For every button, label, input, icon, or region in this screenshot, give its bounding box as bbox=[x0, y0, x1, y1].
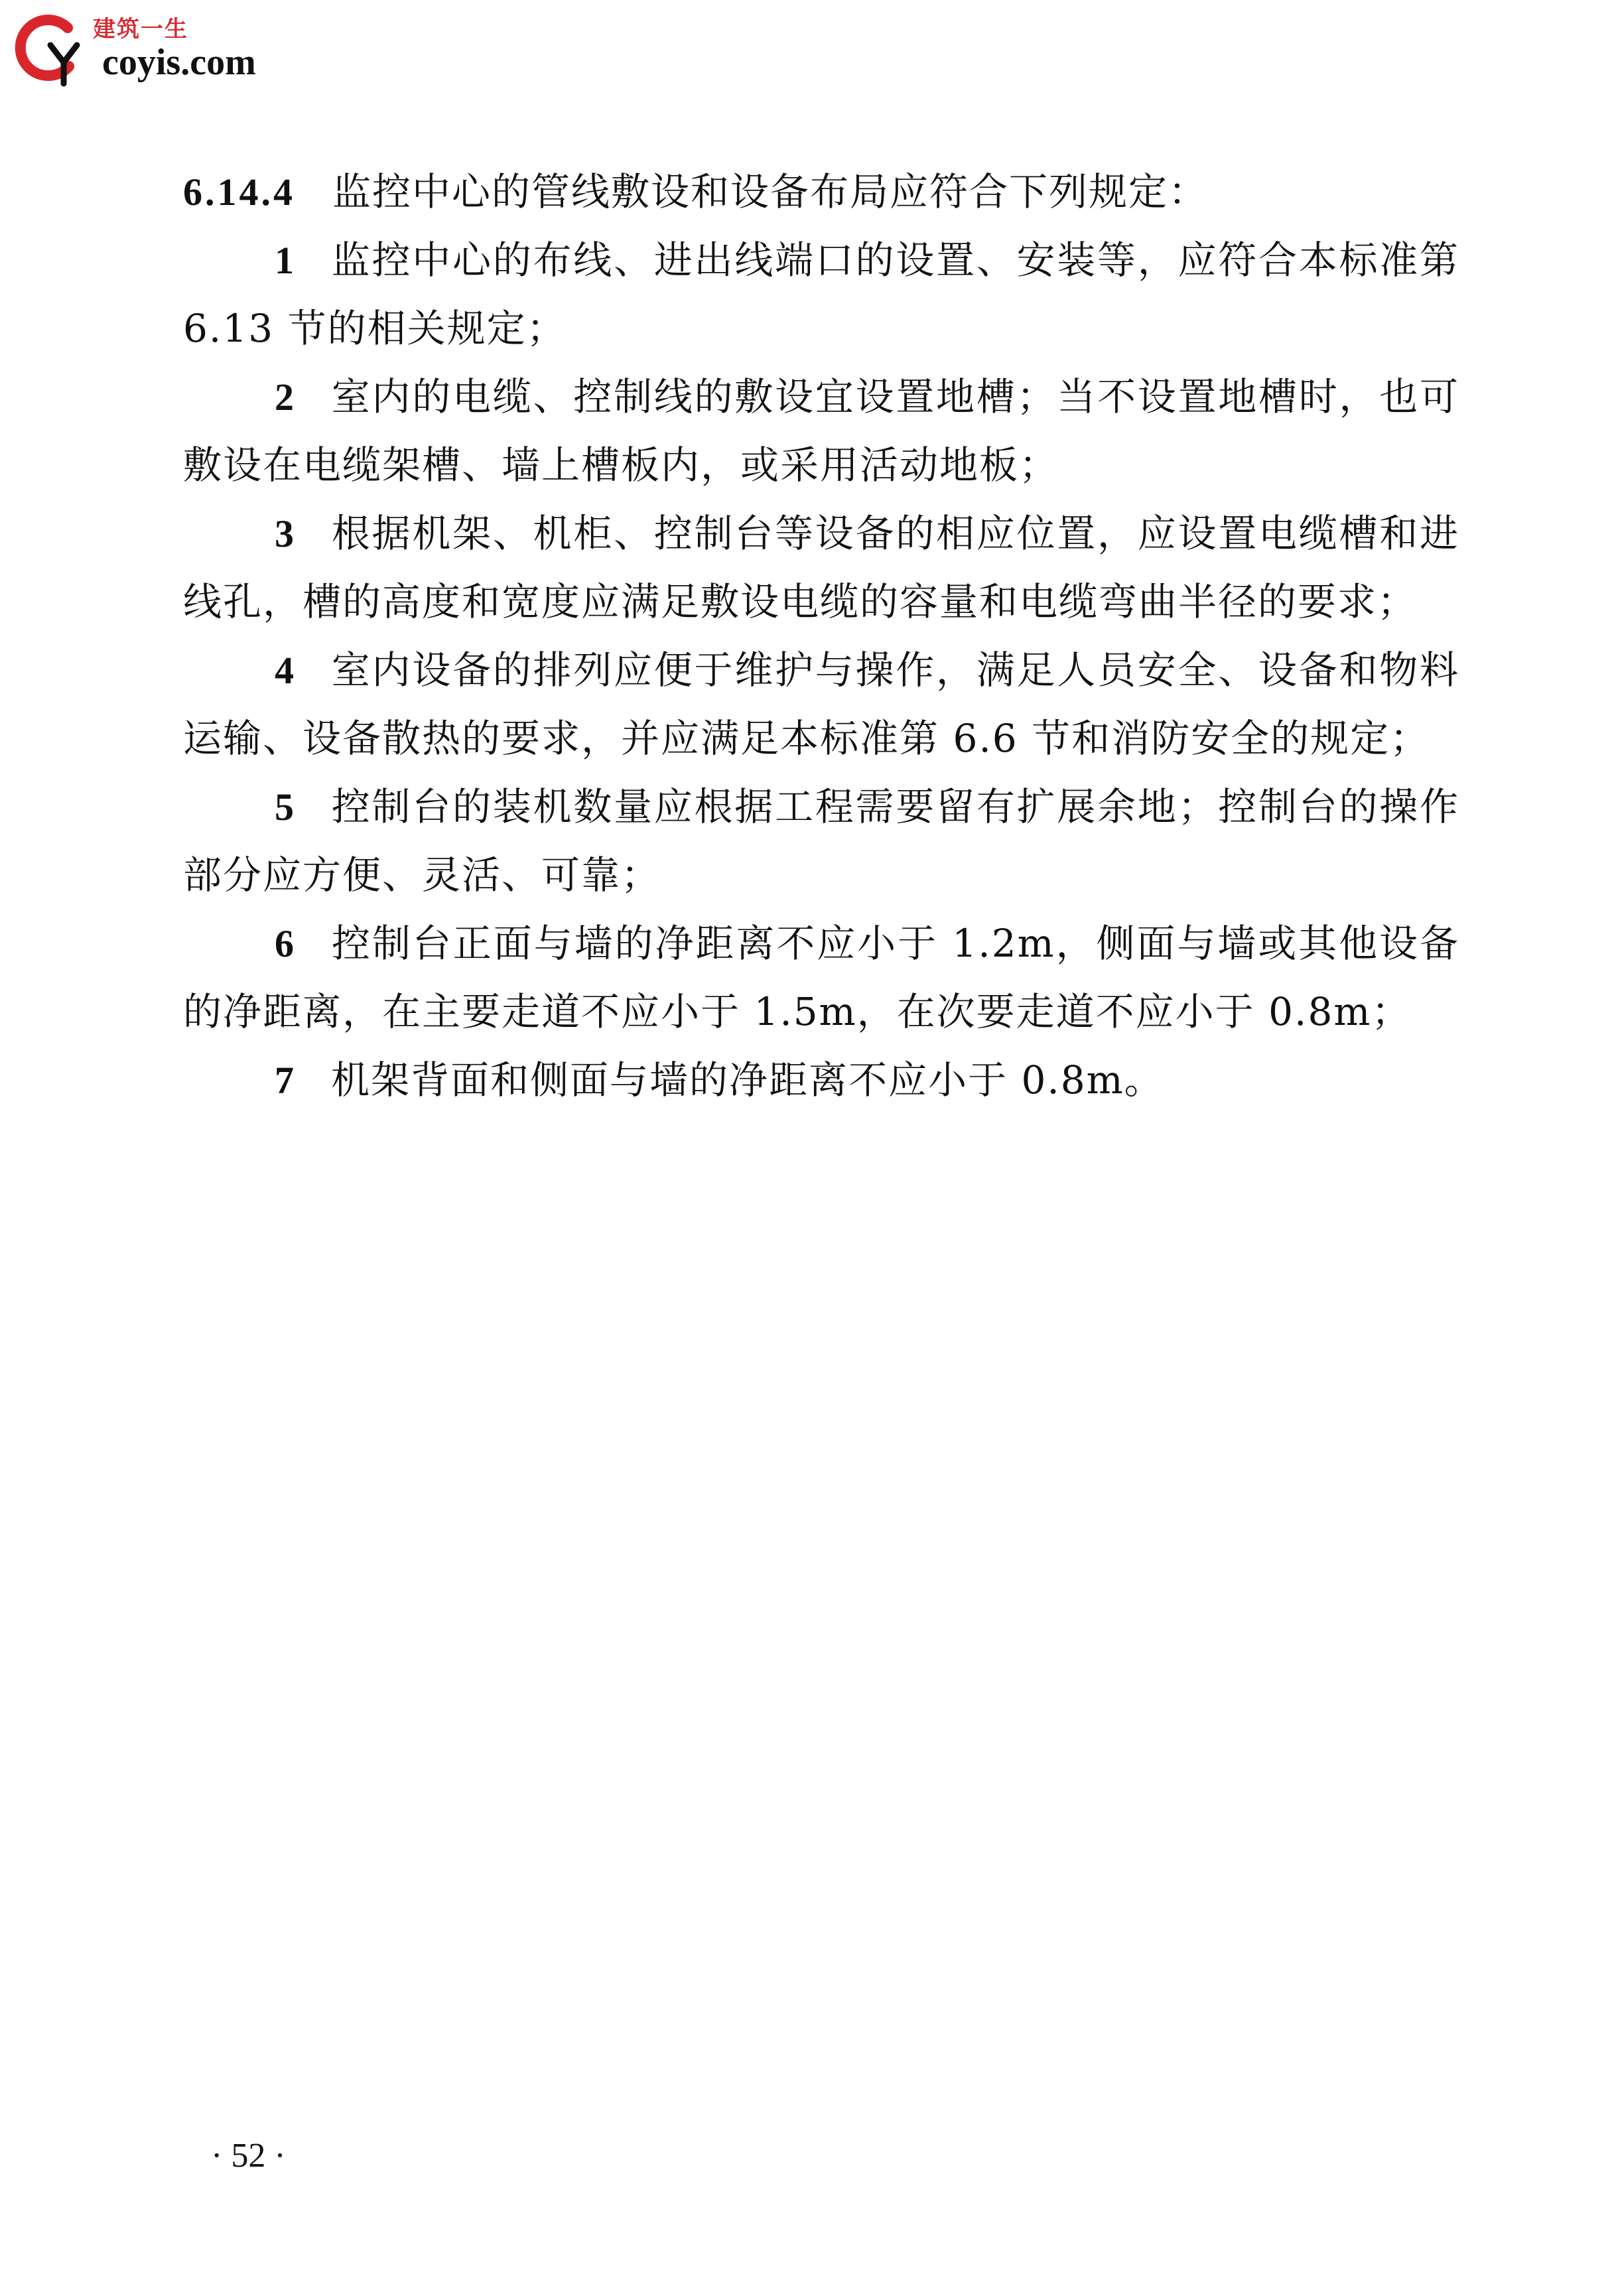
item-text: 监控中心的布线、进出线端口的设置、安装等，应符合本标准第 6.13 节的相关规定； bbox=[183, 237, 1459, 351]
item-number: 4 bbox=[275, 649, 295, 692]
logo-cy-mark-icon bbox=[9, 9, 96, 89]
clause-number: 6.14.4 bbox=[183, 170, 295, 214]
list-item bbox=[183, 773, 1459, 910]
list-item bbox=[183, 910, 1459, 1046]
item-text: 机架背面和侧面与墙的净距离不应小于 0.8m。 bbox=[331, 1057, 1164, 1103]
item-text: 根据机架、机柜、控制台等设备的相应位置，应设置电缆槽和进线孔，槽的高度和宽度应满足敷设电缆的容量和电缆弯曲半径的要求； bbox=[183, 511, 1459, 624]
list-item bbox=[183, 636, 1459, 773]
list-item bbox=[183, 500, 1459, 636]
list-item bbox=[183, 1046, 1459, 1114]
document-body bbox=[183, 158, 1459, 1114]
list-item bbox=[183, 363, 1459, 500]
site-logo bbox=[9, 9, 288, 89]
item-text: 室内的电缆、控制线的敷设宜设置地槽；当不设置地槽时，也可敷设在电缆架槽、墙上槽板内，或采用活动地板； bbox=[183, 374, 1459, 488]
item-number: 7 bbox=[275, 1059, 295, 1102]
item-number: 1 bbox=[275, 239, 295, 282]
page-number: · 52 · bbox=[211, 2137, 286, 2175]
logo-brand-url: coyis.com bbox=[102, 42, 256, 83]
clause-heading-text: 监控中心的管线敷设和设备布局应符合下列规定： bbox=[332, 169, 1209, 214]
logo-brand-chinese: 建筑一生 bbox=[93, 16, 188, 42]
item-number: 2 bbox=[275, 375, 295, 419]
item-number: 3 bbox=[275, 512, 295, 555]
item-number: 6 bbox=[275, 922, 295, 965]
list-item bbox=[183, 226, 1459, 363]
item-text: 室内设备的排列应便于维护与操作，满足人员安全、设备和物料运输、设备散热的要求，并应满足本标准第 6.6 节和消防安全的规定； bbox=[183, 647, 1459, 761]
item-number: 5 bbox=[275, 785, 295, 829]
item-text: 控制台的装机数量应根据工程需要留有扩展余地；控制台的操作部分应方便、灵活、可靠； bbox=[183, 784, 1459, 898]
clause-heading bbox=[183, 158, 1459, 226]
item-text: 控制台正面与墙的净距离不应小于 1.2m，侧面与墙或其他设备的净距离，在主要走道不应小于 1.5m，在次要走道不应小于 0.8m； bbox=[183, 921, 1459, 1034]
